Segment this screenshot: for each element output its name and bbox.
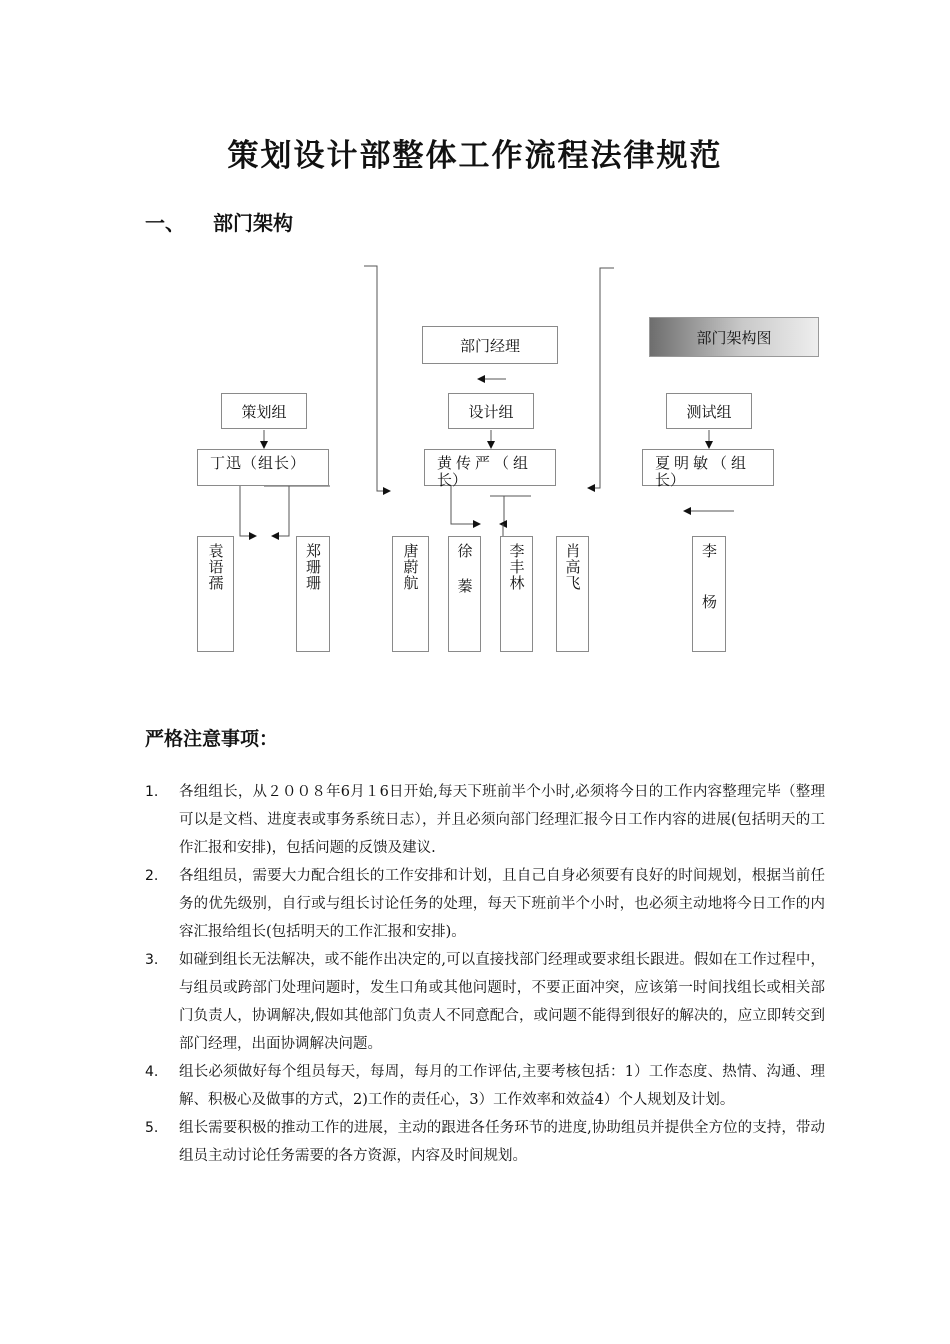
member-name: 袁语孺 <box>206 543 225 591</box>
section-label: 部门架构 <box>213 211 293 235</box>
item-text: 各组组长，从２００８年6月１6日开始,每天下班前半个小时,必须将今日的工作内容整理完毕（整理可以是文档、进度表或事务系统日志），并且必须向部门经理汇报今日工作内容的进展(包括明天的工作汇报和安排)，包括问题的反馈及建议. <box>179 784 825 856</box>
leader-name-line1: 黄传严（组 <box>437 454 533 472</box>
member-box <box>197 536 234 652</box>
group-name: 测试组 <box>686 402 732 421</box>
manager-box <box>422 326 558 364</box>
item-number: 5. <box>145 1120 159 1136</box>
list-item <box>145 1058 825 1114</box>
member-box <box>556 536 589 652</box>
list-item <box>145 778 825 862</box>
group-name: 设计组 <box>468 402 514 421</box>
leader-name-line2: 长） <box>655 471 686 489</box>
member-name: 徐蓁 <box>455 543 474 613</box>
group-name: 策划组 <box>241 402 287 421</box>
list-item <box>145 946 825 1058</box>
list-item <box>145 862 825 946</box>
group-box-test <box>666 393 752 429</box>
member-name: 唐蔚航 <box>401 543 420 591</box>
item-number: 3. <box>145 952 159 968</box>
item-number: 2. <box>145 868 159 884</box>
item-text: 组长需要积极的推动工作的进展，主动的跟进各任务环节的进度,协助组员并提供全方位的支持，带动组员主动讨论任务需要的各方资源，内容及时间规划。 <box>179 1120 825 1164</box>
leader-box-test <box>642 449 774 489</box>
chart-label: 部门架构图 <box>696 328 772 347</box>
leader-box-design <box>424 449 556 489</box>
item-number: 1. <box>145 784 159 800</box>
notes-heading: 严格注意事项： <box>145 728 279 750</box>
leader-name-line2: 长） <box>437 471 468 489</box>
group-box-design <box>448 393 534 429</box>
leader-box-planning <box>197 449 329 486</box>
member-box <box>296 536 330 652</box>
member-name: 肖高飞 <box>563 543 582 591</box>
leader-name: 丁迅（组长） <box>210 454 307 472</box>
member-name: 郑珊珊 <box>304 543 322 591</box>
member-box <box>500 536 533 652</box>
item-text: 如碰到组长无法解决，或不能作出决定的,可以直接找部门经理或要求组长跟进。假如在工作过程中，与组员或跨部门处理问题时，发生口角或其他问题时，不要正面冲突，应该第一时间找组长或相关部门负责人，协调解决,假如其他部门负责人不同意配合，或问题不能得到很好的解决的，应立即转交到部门经理，出面协调解决问题。 <box>179 952 825 1052</box>
item-text: 各组组员，需要大力配合组长的工作安排和计划，且自己自身必须要有良好的时间规划，根据当前任务的优先级别，自行或与组长讨论任务的处理，每天下班前半个小时，也必须主动地将今日工作的内容汇报给组长(包括明天的工作汇报和安排)。 <box>179 868 825 940</box>
member-box <box>448 536 481 652</box>
item-number: 4. <box>145 1064 159 1080</box>
section-number: 一、 <box>145 211 185 235</box>
group-box-planning <box>221 393 307 429</box>
item-text: 组长必须做好每个组员每天，每周，每月的工作评估,主要考核包括：1）工作态度、热情、沟通、理解、积极心及做事的方式，2)工作的责任心，3）工作效率和效益4）个人规划及计划。 <box>179 1064 825 1108</box>
notes-list <box>145 778 825 1170</box>
list-item <box>145 1114 825 1170</box>
member-box <box>692 536 726 652</box>
leader-name-line1: 夏明敏（组 <box>655 454 751 472</box>
manager-label: 部门经理 <box>459 336 520 355</box>
member-box <box>392 536 429 652</box>
member-name: 李杨 <box>700 543 718 645</box>
page-title: 策划设计部整体工作流程法律规范 <box>227 138 723 174</box>
member-name: 李丰林 <box>507 543 526 591</box>
chart-label-box <box>649 317 819 357</box>
